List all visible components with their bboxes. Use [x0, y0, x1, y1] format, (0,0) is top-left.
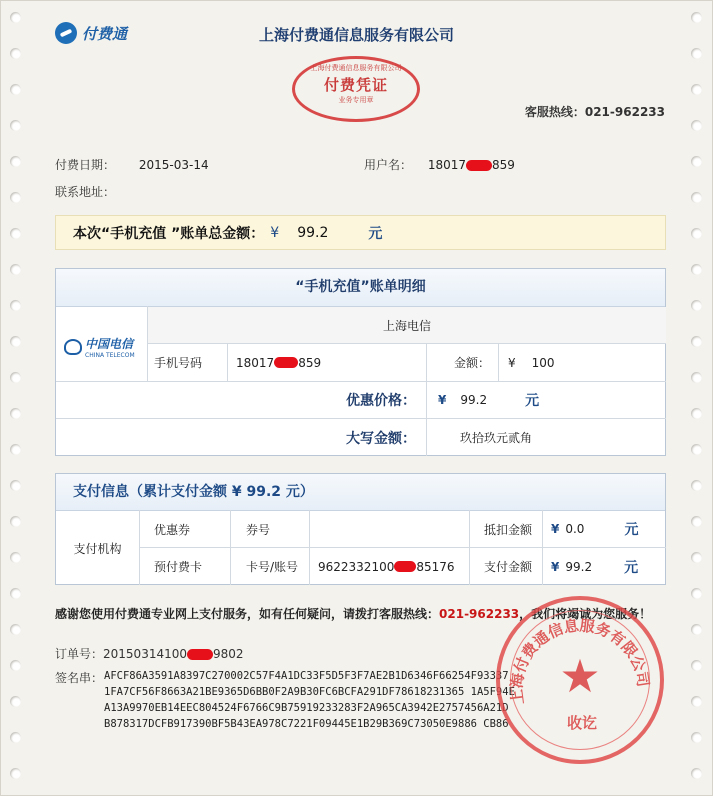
perforation-hole — [691, 12, 702, 23]
perforation-hole — [691, 696, 702, 707]
voucher-stamp — [292, 56, 420, 122]
amount-currency: ¥ — [508, 355, 516, 370]
signature-line: AFCF86A3591A8397C270002C57F4A1DC33F5D5F3F7AE2B1D6346F66254F93337 — [104, 670, 509, 682]
perforation-hole — [691, 444, 702, 455]
thanks-text-end: ，我们将竭诚为您服务！ — [519, 607, 652, 621]
voucher-stamp-arc: 上海付费通信息服务有限公司 — [310, 64, 402, 72]
perforation-hole — [10, 120, 21, 131]
perforation-hole — [10, 480, 21, 491]
provider-name: 上海电信 — [148, 307, 666, 343]
redaction-mark — [394, 561, 416, 572]
order-number-prefix: 20150314100 — [103, 647, 187, 661]
perforation-hole — [10, 84, 21, 95]
perforation-hole — [691, 300, 702, 311]
order-number — [55, 645, 244, 662]
prepaid-card-type: 预付费卡 — [154, 560, 203, 574]
perforation-hole — [10, 48, 21, 59]
grid-divider — [498, 344, 499, 381]
left-perforation — [6, 0, 26, 796]
payment-org-label: 支付机构 — [73, 541, 122, 556]
stamp-received-text: 收讫 — [566, 714, 597, 732]
perforation-hole — [691, 588, 702, 599]
perforation-hole — [691, 48, 702, 59]
user-name-suffix: 859 — [492, 158, 515, 172]
capital-amount-label: 大写金额： — [346, 430, 416, 447]
deduct-unit: 元 — [624, 522, 639, 538]
grid-divider — [542, 510, 543, 585]
redaction-mark — [187, 649, 213, 660]
paid-amount-label: 支付金额 — [484, 560, 533, 574]
grid-divider — [227, 344, 228, 381]
discount-value — [438, 382, 658, 418]
grid-divider — [469, 510, 470, 585]
perforation-hole — [691, 372, 702, 383]
total-amount-value: 99.2 — [297, 224, 329, 241]
perforation-hole — [10, 444, 21, 455]
user-name-label: 用户名： — [364, 158, 413, 172]
redaction-mark — [274, 357, 298, 368]
service-hotline: 客服热线：021-962233 — [524, 105, 665, 119]
card-number-label: 卡号/账号 — [246, 560, 299, 574]
perforation-hole — [10, 660, 21, 671]
perforation-hole — [10, 624, 21, 635]
total-amount-bar — [55, 215, 666, 250]
perforation-hole — [691, 552, 702, 563]
card-number-prefix: 9622332100 — [318, 559, 395, 574]
china-telecom-en: CHINA TELECOM — [85, 352, 135, 359]
discount-number: 99.2 — [460, 393, 488, 407]
phone-prefix: 18017 — [236, 355, 275, 370]
perforation-hole — [691, 120, 702, 131]
signature-string — [104, 668, 515, 732]
coupon-type: 优惠券 — [154, 522, 191, 537]
company-title: 上海付费通信息服务有限公司 — [258, 26, 454, 44]
perforation-hole — [10, 156, 21, 167]
paid-amount-value — [551, 548, 661, 585]
perforation-hole — [691, 768, 702, 779]
payment-info-title: 支付信息（累计支付金额 ¥ 99.2 元） — [56, 474, 665, 511]
perforation-hole — [10, 768, 21, 779]
perforation-hole — [10, 408, 21, 419]
payment-date-label: 付费日期： — [55, 158, 116, 172]
china-telecom-icon — [64, 339, 82, 355]
paid-unit: 元 — [624, 559, 639, 576]
order-number-suffix: 9802 — [213, 647, 244, 661]
perforation-hole — [10, 696, 21, 707]
user-name-prefix: 18017 — [427, 158, 467, 172]
thanks-hotline: 021-962233 — [439, 607, 520, 621]
total-amount-label: 本次“手机充值 ”账单总金额： — [73, 225, 265, 242]
discount-unit: 元 — [525, 393, 540, 409]
grid-divider — [230, 510, 231, 585]
contact-address — [55, 183, 115, 200]
signature-line: 1FA7CF56F8663A21BE9365D6BB0F2A9B30FC6BCFA291DF78618231365 1A5F94E — [104, 686, 515, 698]
perforation-hole — [691, 264, 702, 275]
signature-label: 签名串： — [55, 671, 104, 685]
total-amount-unit: 元 — [368, 225, 383, 242]
thanks-text: 感谢您使用付费通专业网上支付服务，如有任何疑问，请拨打客服热线： — [55, 607, 440, 621]
grid-divider — [426, 344, 427, 456]
china-telecom-logo — [64, 335, 135, 359]
perforation-hole — [691, 408, 702, 419]
card-number-suffix: 85176 — [416, 559, 455, 574]
discount-currency: ¥ — [438, 393, 447, 407]
phone-suffix: 859 — [298, 355, 322, 370]
perforation-hole — [10, 12, 21, 23]
stamp-arc-label: 上海付费通信息服务有限公司 — [507, 616, 653, 706]
perforation-hole — [691, 156, 702, 167]
right-perforation — [687, 0, 707, 796]
capital-amount-value: 玖拾玖元贰角 — [460, 431, 533, 445]
phone-value — [236, 344, 424, 381]
perforation-hole — [10, 300, 21, 311]
perforation-hole — [691, 336, 702, 347]
perforation-hole — [10, 264, 21, 275]
signature-line: A13A9970EB14EEC804524F6766C9B75919233283F2A965CA3942E2757456A21D — [104, 702, 509, 714]
paid-number: 99.2 — [565, 559, 593, 574]
amount-label: 金额： — [454, 356, 491, 370]
total-currency: ¥ — [270, 224, 280, 241]
coupon-number-label: 券号 — [246, 522, 271, 537]
signature-line: B878317DCFB917390BF5B43EA978C7221F09445E1B29B369C73050E9886 CB86 — [104, 718, 509, 730]
bill-detail-title: “手机充值”账单明细 — [295, 279, 426, 295]
redaction-mark — [466, 160, 492, 171]
voucher-stamp-title: 付费凭证 — [323, 76, 388, 94]
bill-detail-header — [56, 269, 665, 307]
china-telecom-cn: 中国电信 — [85, 337, 134, 351]
amount-number: 100 — [531, 355, 555, 370]
received-stamp — [496, 596, 664, 764]
perforation-hole — [691, 624, 702, 635]
perforation-hole — [10, 336, 21, 347]
perforation-hole — [691, 228, 702, 239]
payment-date-value: 2015-03-14 — [138, 158, 209, 172]
perforation-hole — [691, 84, 702, 95]
phone-label: 手机号码 — [154, 356, 203, 370]
perforation-hole — [691, 516, 702, 527]
perforation-hole — [691, 480, 702, 491]
perforation-hole — [10, 552, 21, 563]
amount-value — [508, 344, 658, 381]
payment-date — [55, 156, 209, 173]
bill-detail-panel — [55, 268, 666, 456]
order-number-label: 订单号： — [55, 647, 104, 661]
star-icon: ★ — [559, 649, 601, 703]
user-name — [364, 156, 515, 173]
discount-label: 优惠价格： — [346, 393, 416, 409]
perforation-hole — [10, 732, 21, 743]
grid-divider — [309, 510, 310, 585]
deduct-number: 0.0 — [565, 522, 585, 536]
paid-currency: ¥ — [551, 559, 560, 574]
perforation-hole — [10, 192, 21, 203]
payment-info-panel — [55, 473, 666, 585]
perforation-hole — [10, 372, 21, 383]
deduct-amount-value — [551, 511, 661, 547]
perforation-hole — [10, 588, 21, 599]
perforation-hole — [691, 192, 702, 203]
voucher-stamp-sub: 业务专用章 — [338, 96, 374, 104]
perforation-hole — [691, 660, 702, 671]
deduct-amount-label: 抵扣金额 — [484, 522, 533, 537]
contact-address-label: 联系地址： — [55, 185, 116, 199]
perforation-hole — [10, 516, 21, 527]
card-number-value — [318, 548, 468, 585]
perforation-hole — [691, 732, 702, 743]
deduct-currency: ¥ — [551, 522, 560, 536]
perforation-hole — [10, 228, 21, 239]
brand-logo-text: 付费通 — [82, 24, 128, 43]
